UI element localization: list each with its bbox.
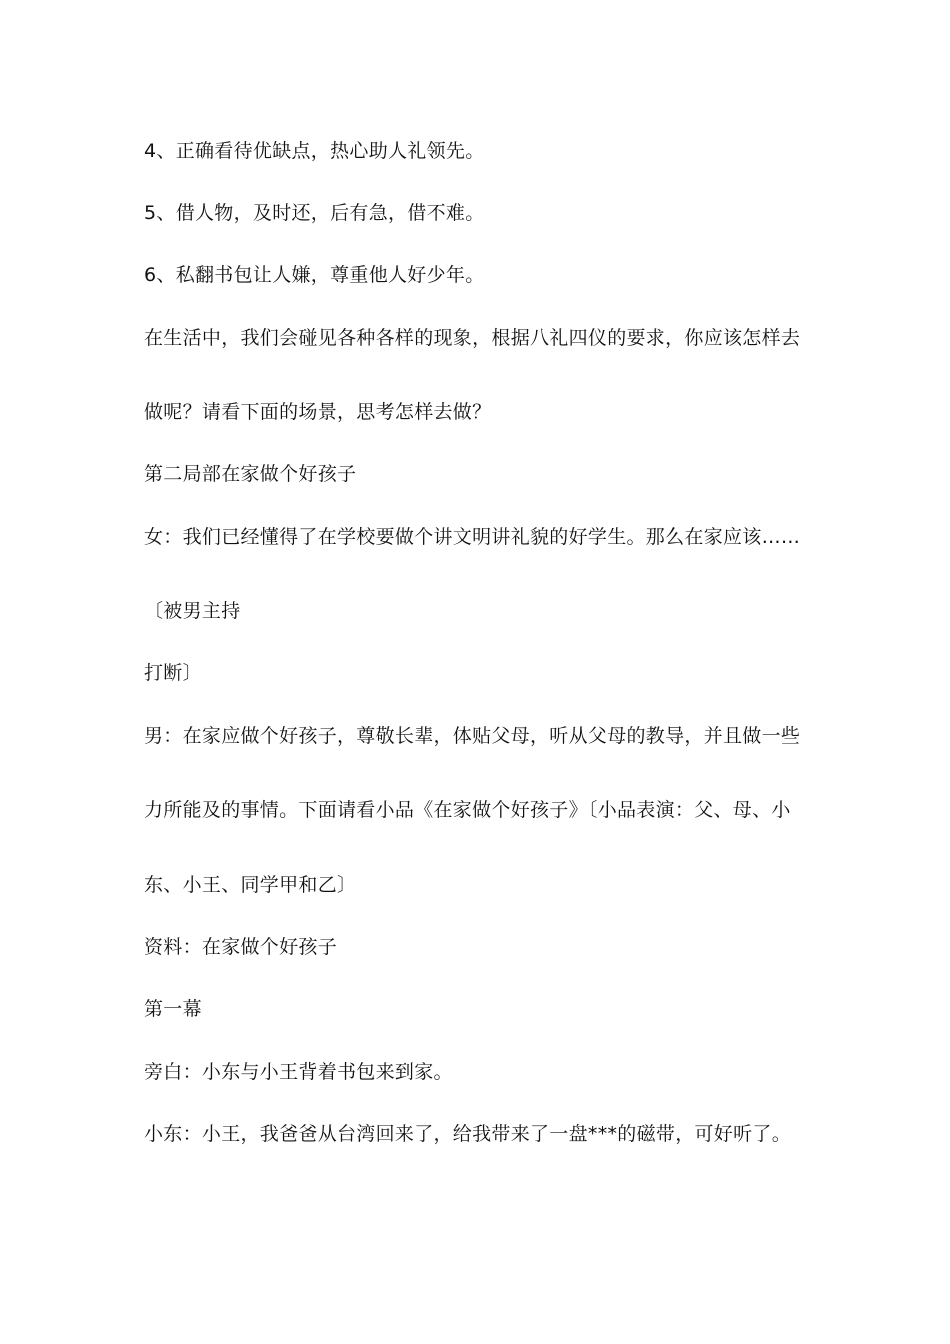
text-line-male-host-3: 东、小王、同学甲和乙〕 (144, 874, 357, 896)
scene-heading: 第一幕 (144, 998, 202, 1020)
text-line-stage-note-1: 〔被男主持 (144, 600, 241, 622)
text-line-intro-2: 做呢？请看下面的场景，思考怎样去做？ (144, 401, 492, 423)
text-line-rule-5: 5、借人物，及时还，后有急，借不难。 (144, 202, 485, 224)
text-line-material: 资料：在家做个好孩子 (144, 936, 338, 958)
text-line-rule-4: 4、正确看待优缺点，热心助人礼领先。 (144, 140, 485, 162)
text-line-male-host-2: 力所能及的事情。下面请看小品《在家做个好孩子》〔小品表演：父、母、小 (144, 799, 791, 821)
text-line-female-host: 女：我们已经懂得了在学校要做个讲文明讲礼貌的好学生。那么在家应该…… (144, 526, 801, 548)
section-heading: 第二局部在家做个好孩子 (144, 463, 357, 485)
text-line-xiaodong: 小东：小王，我爸爸从台湾回来了，给我带来了一盘***的磁带，可好听了。 (144, 1123, 792, 1145)
text-line-male-host-1: 男：在家应做个好孩子，尊敬长辈，体贴父母，听从父母的教导，并且做一些 (144, 725, 801, 747)
text-line-rule-6: 6、私翻书包让人嫌，尊重他人好少年。 (144, 264, 485, 286)
text-line-intro-1: 在生活中，我们会碰见各种各样的现象，根据八礼四仪的要求，你应该怎样去 (144, 327, 801, 349)
text-line-narration: 旁白：小东与小王背着书包来到家。 (144, 1061, 453, 1083)
text-line-stage-note-2: 打断〕 (144, 662, 202, 684)
